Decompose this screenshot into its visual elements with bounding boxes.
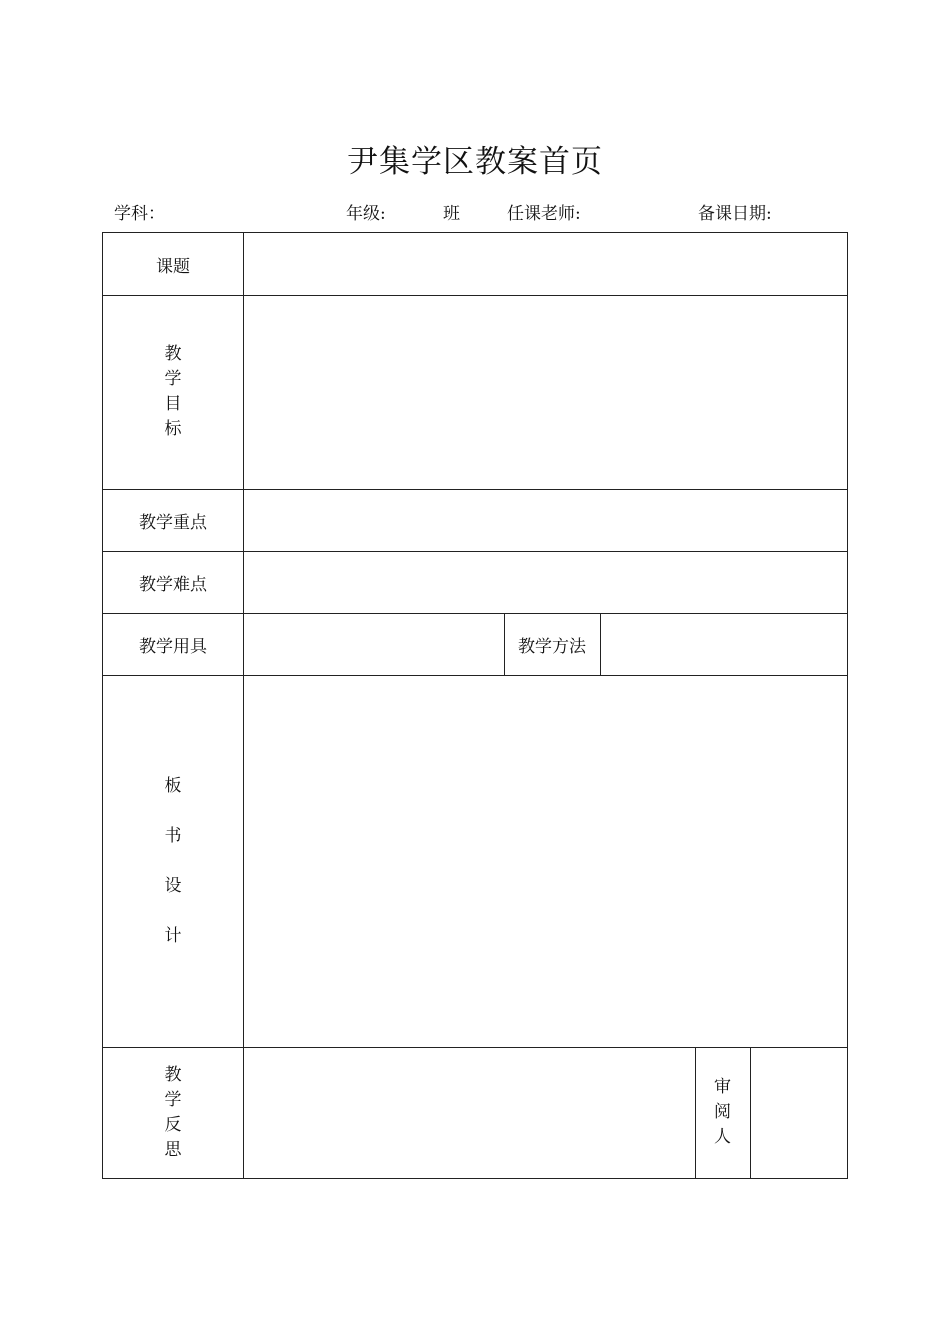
- label-char: 思: [164, 1139, 182, 1160]
- lesson-plan-table: [102, 232, 848, 1179]
- reviewer-label: [714, 1075, 731, 1150]
- reflection-label: [165, 1063, 182, 1163]
- label-char: 人: [714, 1127, 731, 1147]
- reflection-label-cell: [103, 1047, 243, 1178]
- methods-label: 教学方法: [518, 636, 586, 657]
- difficult-points-field[interactable]: [244, 552, 847, 613]
- objectives-field[interactable]: [244, 296, 847, 489]
- label-char: 审: [714, 1077, 731, 1097]
- label-char: 设: [164, 876, 182, 896]
- reflection-field[interactable]: [244, 1048, 695, 1178]
- board-design-label: [165, 761, 182, 961]
- page-title: 尹集学区教案首页: [347, 144, 603, 180]
- objectives-label-cell: [103, 295, 243, 489]
- tools-field[interactable]: [244, 614, 504, 675]
- prep-date-label: 备课日期:: [698, 204, 772, 224]
- label-char: 目: [164, 394, 182, 414]
- key-points-label: 教学重点: [139, 512, 207, 533]
- label-char: 计: [164, 926, 182, 946]
- topic-field[interactable]: [244, 233, 847, 295]
- label-char: 教: [164, 1064, 182, 1085]
- topic-label: 课题: [156, 256, 190, 277]
- label-char: 教: [164, 344, 182, 364]
- reviewer-label-cell: [695, 1047, 750, 1178]
- label-char: 标: [164, 419, 182, 439]
- board-design-field[interactable]: [244, 676, 847, 1047]
- label-char: 阅: [714, 1102, 731, 1122]
- methods-field[interactable]: [601, 614, 847, 675]
- label-char: 板: [164, 776, 182, 796]
- class-label: 班: [443, 204, 460, 224]
- teacher-label: 任课老师:: [507, 204, 581, 224]
- subject-label: 学科：: [114, 204, 165, 224]
- board-design-label-cell: [103, 675, 243, 1047]
- label-char: 反: [164, 1114, 182, 1135]
- grade-label: 年级:: [346, 204, 386, 224]
- key-points-field[interactable]: [244, 490, 847, 551]
- label-char: 书: [164, 826, 182, 846]
- reviewer-field[interactable]: [751, 1048, 847, 1178]
- difficult-points-label: 教学难点: [139, 574, 207, 595]
- objectives-label: [165, 342, 182, 442]
- label-char: 学: [164, 1089, 182, 1110]
- label-char: 学: [164, 369, 182, 389]
- tools-label: 教学用具: [139, 636, 207, 657]
